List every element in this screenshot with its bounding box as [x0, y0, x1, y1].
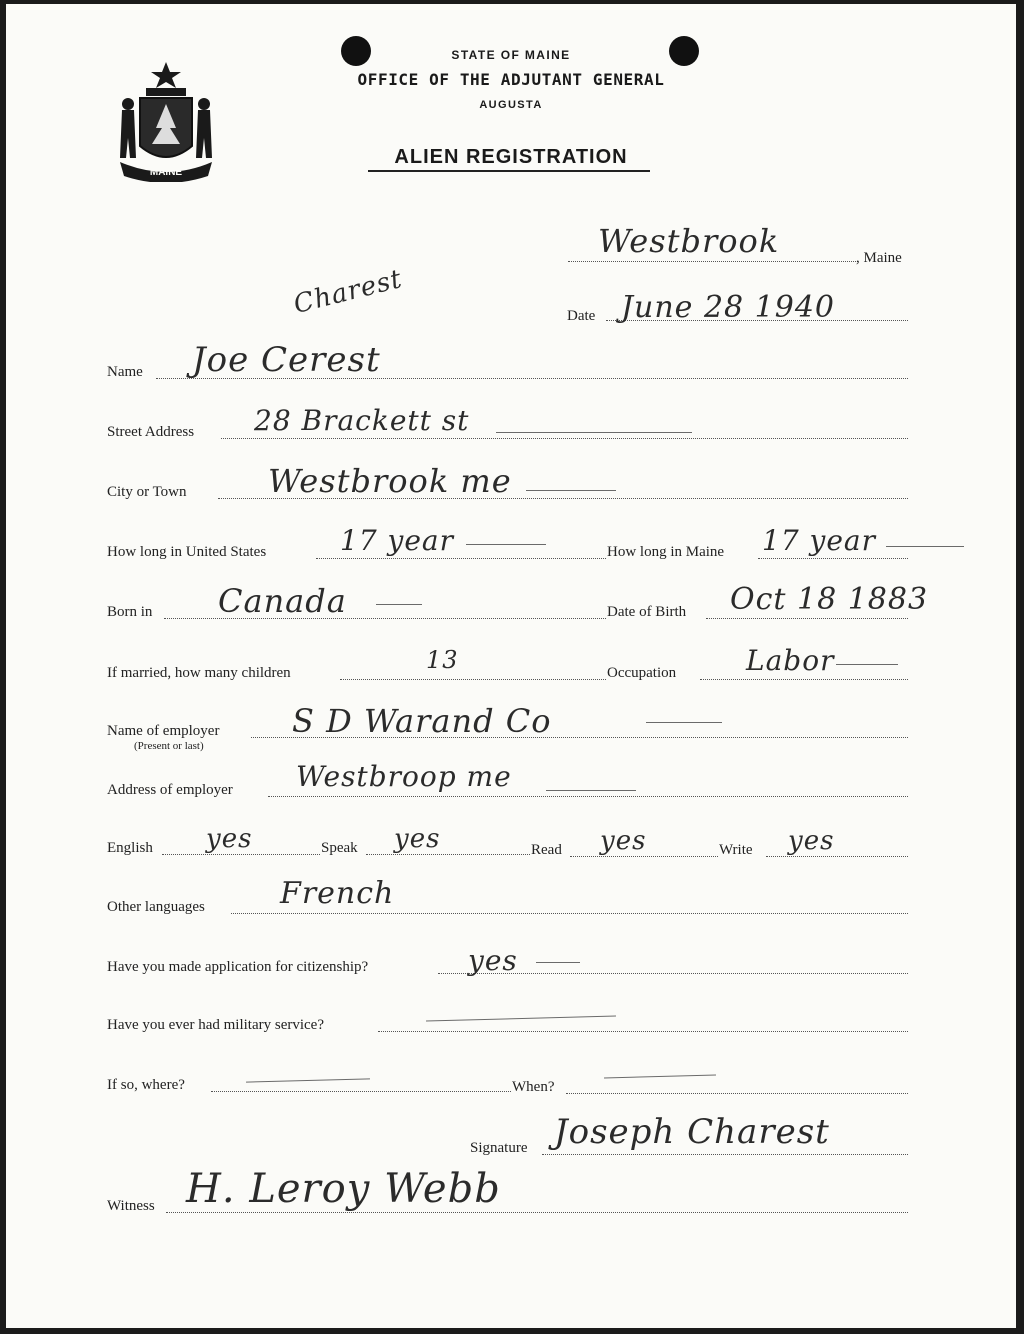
born-value[interactable]: Canada	[218, 582, 347, 620]
employer-flourish	[646, 722, 722, 723]
witness-value[interactable]: H. Leroy Webb	[186, 1166, 501, 1212]
place-line	[568, 261, 858, 262]
header-office: OFFICE OF THE ADJUTANT GENERAL	[357, 70, 665, 89]
city-flourish	[526, 490, 616, 491]
employer-address-line	[268, 796, 908, 797]
dob-label: Date of Birth	[607, 604, 687, 620]
military-dash	[426, 1016, 616, 1022]
years-us-value[interactable]: 17 year	[340, 524, 454, 557]
form-sheet	[6, 4, 1016, 1328]
citizenship-value[interactable]: yes	[468, 944, 518, 977]
years-maine-value[interactable]: 17 year	[762, 524, 876, 557]
street-flourish	[496, 432, 692, 433]
when-label: When?	[512, 1079, 555, 1095]
military-label: Have you ever had military service?	[107, 1017, 324, 1033]
header-city: AUGUSTA	[479, 99, 543, 111]
name-label: Name	[107, 364, 143, 380]
occupation-value[interactable]: Labor	[746, 644, 835, 677]
citizenship-label: Have you made application for citizenship?	[107, 959, 369, 975]
employer-label: Name of employer	[107, 723, 220, 739]
read-label: Read	[531, 842, 562, 858]
place-label: , Maine	[856, 250, 902, 266]
dob-value[interactable]: Oct 18 1883	[730, 582, 929, 617]
signature-label: Signature	[470, 1140, 528, 1156]
speak-line	[366, 854, 530, 855]
military-line	[378, 1031, 908, 1032]
write-line	[766, 856, 908, 857]
street-label: Street Address	[107, 424, 195, 440]
employer-address-flourish	[546, 790, 636, 791]
seal-text: MAINE	[149, 167, 183, 178]
english-value[interactable]: yes	[206, 824, 253, 854]
years-us-label: How long in United States	[107, 544, 267, 560]
where-line	[211, 1091, 511, 1092]
write-value[interactable]: yes	[788, 826, 835, 856]
witness-label: Witness	[107, 1198, 155, 1214]
other-languages-line	[231, 913, 908, 914]
city-label: City or Town	[107, 484, 187, 500]
employer-value[interactable]: S D Warand Co	[292, 702, 552, 740]
years-maine-label: How long in Maine	[607, 544, 725, 560]
signature-line	[542, 1154, 908, 1155]
born-label: Born in	[107, 604, 153, 620]
children-line	[340, 679, 606, 680]
other-languages-value[interactable]: French	[280, 876, 395, 911]
occupation-line	[700, 679, 908, 680]
when-dash	[604, 1075, 716, 1079]
form-title: ALIEN REGISTRATION	[394, 146, 628, 168]
where-label: If so, where?	[107, 1077, 185, 1093]
date-value[interactable]: June 28 1940	[621, 290, 836, 325]
children-label: If married, how many children	[107, 665, 291, 681]
employer-address-value[interactable]: Westbroop me	[296, 760, 512, 793]
english-line	[162, 854, 320, 855]
years-us-line	[316, 558, 606, 559]
citizenship-flourish	[536, 962, 580, 963]
witness-line	[166, 1212, 908, 1213]
occupation-label: Occupation	[607, 665, 677, 681]
street-value[interactable]: 28 Brackett st	[254, 404, 470, 437]
when-line	[566, 1093, 908, 1094]
occupation-flourish	[836, 664, 898, 665]
name-value[interactable]: Joe Cerest	[192, 340, 381, 380]
title-underline	[368, 170, 650, 172]
where-dash	[246, 1078, 370, 1082]
street-line	[221, 438, 908, 439]
employer-sublabel: (Present or last)	[134, 740, 204, 752]
other-languages-label: Other languages	[107, 899, 205, 915]
dob-line	[706, 618, 908, 619]
read-value[interactable]: yes	[600, 826, 647, 856]
born-flourish	[376, 604, 422, 605]
name-correction: Charest	[290, 264, 406, 320]
employer-address-label: Address of employer	[107, 782, 233, 798]
write-label: Write	[719, 842, 753, 858]
children-value[interactable]: 13	[426, 646, 459, 674]
years-maine-line	[758, 558, 908, 559]
english-label: English	[107, 840, 153, 856]
speak-label: Speak	[321, 840, 358, 856]
signature-value[interactable]: Joseph Charest	[554, 1112, 830, 1152]
place-value[interactable]: Westbrook	[598, 222, 780, 260]
read-line	[570, 856, 718, 857]
date-label: Date	[567, 308, 596, 324]
header-state: STATE OF MAINE	[451, 48, 571, 62]
speak-value[interactable]: yes	[394, 824, 441, 854]
years-us-flourish	[466, 544, 546, 545]
city-value[interactable]: Westbrook me	[268, 462, 512, 500]
years-maine-flourish	[886, 546, 964, 547]
